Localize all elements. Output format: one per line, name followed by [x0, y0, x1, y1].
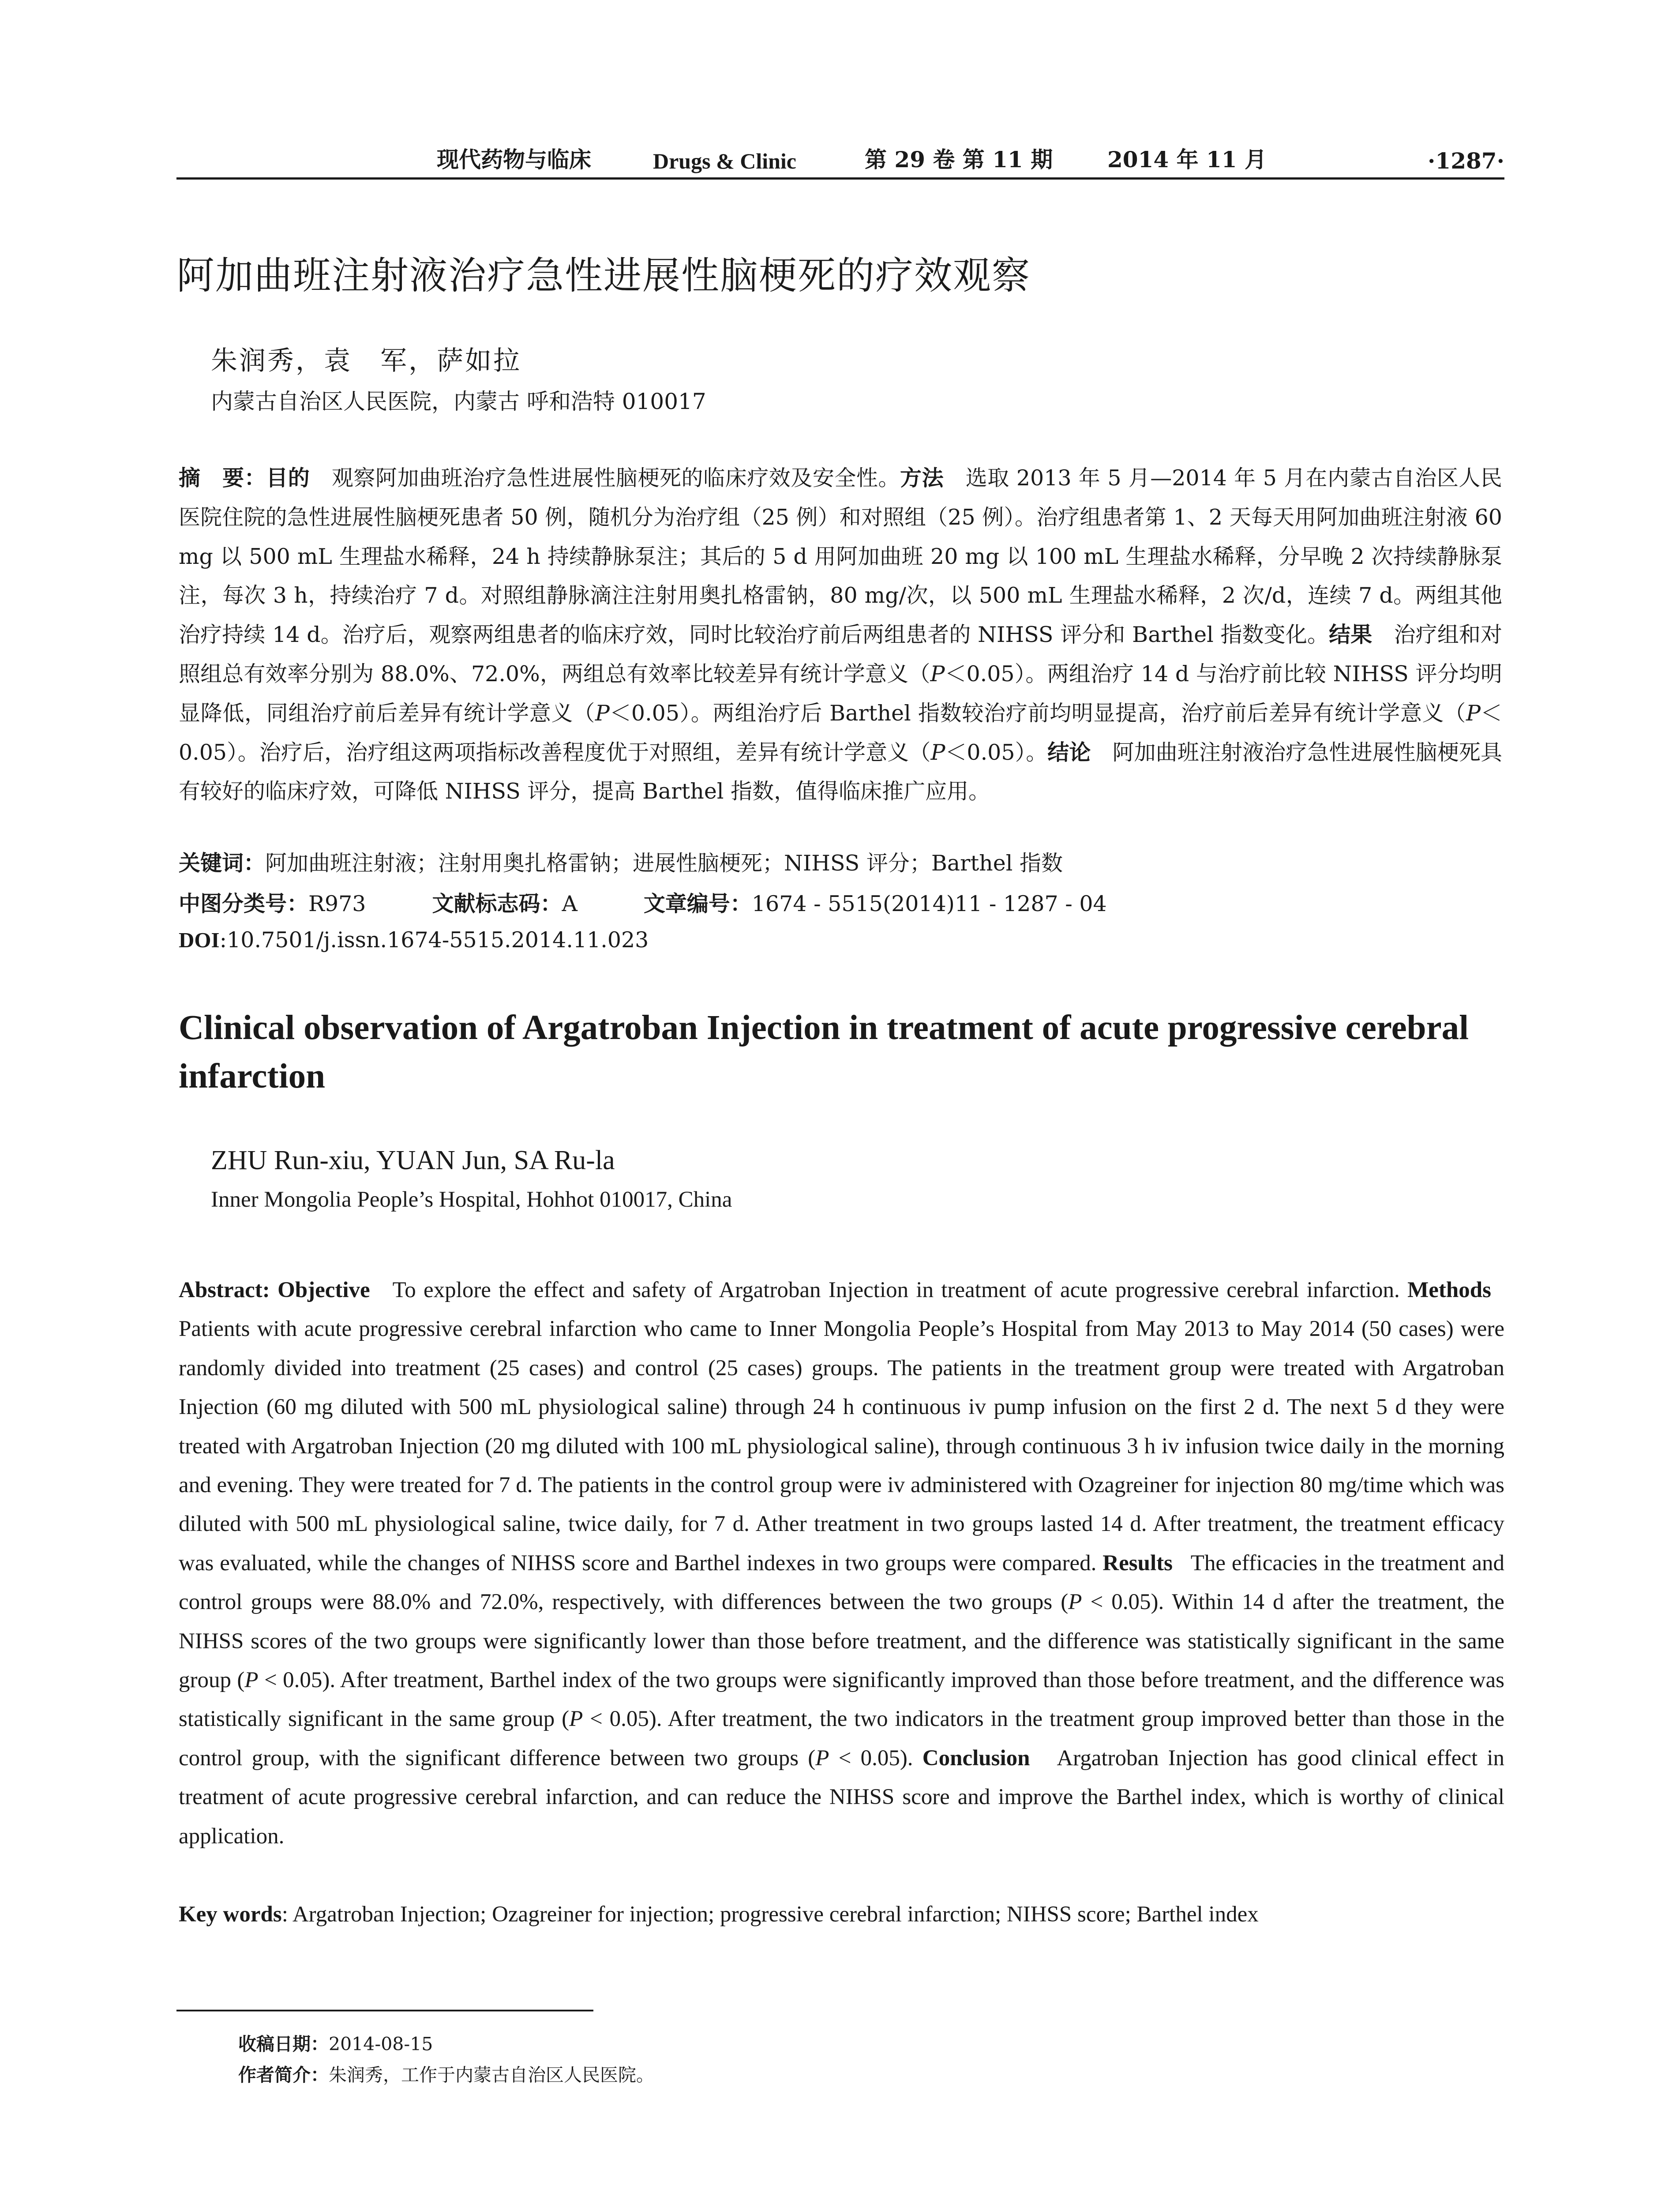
- author-bio-label: 作者简介：: [238, 2064, 329, 2086]
- p-symbol: P: [1068, 1590, 1082, 1615]
- chinese-keywords: [179, 846, 1063, 877]
- conclusion-label: Conclusion: [922, 1745, 1030, 1771]
- abstract-objective-label: Abstract: Objective: [179, 1278, 370, 1302]
- results-text: < 0.05). After treatment, Barthel index of the two groups were significantly improved than those before treatment, and the difference was statistically significant in the same group (: [179, 1668, 1504, 1732]
- class-label: 中图分类号：: [179, 891, 309, 916]
- results-label: Results: [1102, 1550, 1173, 1576]
- objective-text: 观察阿加曲班治疗急性进展性脑梗死的临床疗效及安全性。: [331, 465, 900, 491]
- footnote-rule: [176, 2010, 593, 2011]
- p-symbol: P: [569, 1707, 583, 1732]
- chinese-authors: 朱润秀，袁 军，萨如拉: [211, 345, 521, 376]
- header-date: 2014 年 11 月: [1107, 146, 1267, 173]
- results-text: < 0.05).: [829, 1745, 913, 1771]
- conclusion-text: Argatroban Injection has good clinical effect in treatment of acute progressive cerebral infarction, and can reduce the NIHSS score and improve the Barthel index, which is worthy of clinical application.: [179, 1745, 1505, 1849]
- doc-code-value: A: [562, 891, 578, 916]
- header-journal-name: 现代药物与临床: [437, 146, 591, 173]
- abstract-label: 摘 要：: [179, 465, 266, 491]
- keywords-text: 阿加曲班注射液；注射用奥扎格雷钠；进展性脑梗死；NIHSS 评分；Barthel 指数: [265, 851, 1063, 876]
- objective-label: 目的: [266, 465, 310, 491]
- doi-label: DOI: [179, 928, 220, 952]
- methods-text: 选取 2013 年 5 月—2014 年 5 月在内蒙古自治区人民医院住院的急性进展性脑梗死患者 50 例，随机分为治疗组（25 例）和对照组（25 例）。治疗组患者第 1、2 天每天用阿加曲班注射液 60 mg 以 500 mL 生理盐水稀释，24 h 持续静脉泵注；其后的 5 d 用阿加曲班 20 mg 以 100 mL 生理盐水稀释，分早晚 2 次持续静脉泵注，每次 3 h，持续治疗 7 d。对照组静脉滴注注射用奥扎格雷钠，80 mg/次，以 500 mL 生理盐水稀释，2 次/d，连续 7 d。两组其他治疗持续 14 d。治疗后，观察两组患者的临床疗效，同时比较治疗前后两组患者的 NIHSS 评分和 Barthel 指数变化。: [179, 465, 1502, 648]
- methods-text: Patients with acute progressive cerebral infarction who came to Inner Mongolia People’s Hospital from May 2013 to May 2014 (50 cases) were randomly divided into treatment (25 cases) and control (25 cases) groups. The patients in the treatment group were treated with Argatroban Injection (60 mg diluted with 500 mL physiological saline) through 24 h continuous iv pump infusion on the first 2 d. The next 5 d they were treated with Argatroban Injection (20 mg diluted with 100 mL physiological saline), through continuous 3 h iv infusion twice daily in the morning and evening. They were treated for 7 d. The patients in the control group were iv administered with Ozagreiner for injection 80 mg/time which was diluted with 500 mL physiological saline, twice daily, for 7 d. Ather treatment in two groups lasted 14 d. After treatment, the treatment efficacy was evaluated, while the changes of NIHSS score and Barthel indexes in two groups were compared.: [179, 1317, 1504, 1576]
- english-keywords: [179, 1902, 1259, 1927]
- english-authors: ZHU Run-xiu, YUAN Jun, SA Ru-la: [211, 1145, 615, 1175]
- footnote-received-date: [238, 2030, 433, 2056]
- results-text: < 0.05). Within 14 d after the treatment, the NIHSS scores of the two groups were significantly lower than those before treatment, and the difference was statistically significant in the same group (: [179, 1590, 1504, 1693]
- header-page-number: ·1287·: [1428, 148, 1504, 174]
- p-symbol: P: [1466, 700, 1481, 726]
- p-symbol: P: [595, 700, 610, 726]
- article-number-value: 1674 - 5515(2014)11 - 1287 - 04: [751, 891, 1107, 916]
- english-affiliation: Inner Mongolia People’s Hospital, Hohhot 010017, China: [211, 1187, 732, 1212]
- methods-label: 方法: [900, 465, 944, 491]
- classification-line: [179, 887, 1107, 918]
- conclusion-label: 结论: [1047, 739, 1091, 765]
- doc-code-label: 文献标志码：: [432, 891, 562, 916]
- chinese-title: 阿加曲班注射液治疗急性进展性脑梗死的疗效观察: [176, 254, 1031, 298]
- results-text: The efficacies in the treatment and control groups were 88.0% and 72.0%, respectively, with differences between the two groups (: [179, 1550, 1504, 1615]
- chinese-abstract: [179, 459, 1502, 811]
- english-abstract: [179, 1271, 1504, 1856]
- header-rule: [176, 177, 1504, 180]
- results-label: 结果: [1329, 622, 1372, 648]
- chinese-affiliation: 内蒙古自治区人民医院，内蒙古 呼和浩特 010017: [211, 389, 706, 414]
- english-title: Clinical observation of Argatroban Injection in treatment of acute progressive cerebral infarction: [179, 1009, 1469, 1095]
- key-words-label: Key words: [179, 1902, 282, 1927]
- received-label: 收稿日期：: [238, 2033, 329, 2055]
- running-header: [176, 140, 1504, 180]
- p-symbol: P: [930, 661, 945, 687]
- doi-value: :10.7501/j.issn.1674-5515.2014.11.023: [219, 927, 649, 953]
- received-value: 2014-08-15: [329, 2033, 433, 2055]
- objective-text: To explore the effect and safety of Argatroban Injection in treatment of acute progressive cerebral infarction.: [392, 1278, 1400, 1302]
- p-symbol: P: [815, 1745, 829, 1771]
- keywords-label: 关键词：: [179, 851, 266, 876]
- footnote-author-bio: [238, 2060, 654, 2086]
- p-symbol: P: [244, 1668, 259, 1693]
- methods-label: Methods: [1407, 1278, 1491, 1302]
- results-text: ＜0.05）。治疗后，治疗组这两项指标改善程度优于对照组，差异有统计学意义（: [179, 700, 1502, 765]
- header-volume-issue: 第 29 卷 第 11 期: [865, 146, 1053, 173]
- class-value: R973: [308, 891, 366, 916]
- results-text: ＜0.05）。两组治疗 14 d 与治疗前比较 NIHSS 评分均明显降低，同组治疗前后差异有统计学意义（: [179, 661, 1503, 726]
- results-text: ＜0.05）。两组治疗后 Barthel 指数较治疗前均明显提高，治疗前后差异有统计学意义（: [609, 700, 1466, 726]
- p-symbol: P: [930, 739, 945, 765]
- author-bio-value: 朱润秀，工作于内蒙古自治区人民医院。: [329, 2064, 654, 2086]
- results-text: < 0.05). After treatment, the two indicators in the treatment group improved better than those in the control group, with the significant difference between two groups (: [179, 1707, 1504, 1771]
- key-words-text: : Argatroban Injection; Ozagreiner for injection; progressive cerebral infarction; NIHSS score; Barthel index: [281, 1902, 1259, 1927]
- results-text: ＜0.05）。: [945, 739, 1048, 765]
- article-number-label: 文章编号：: [643, 891, 752, 916]
- header-journal-english: Drugs & Clinic: [653, 149, 796, 173]
- conclusion-text: 阿加曲班注射液治疗急性进展性脑梗死具有较好的临床疗效，可降低 NIHSS 评分，提高 Barthel 指数，值得临床推广应用。: [179, 739, 1502, 804]
- results-text: 治疗组和对照组总有效率分别为 88.0%、72.0%，两组总有效率比较差异有统计学意义（: [179, 622, 1502, 687]
- doi-line: [179, 927, 649, 953]
